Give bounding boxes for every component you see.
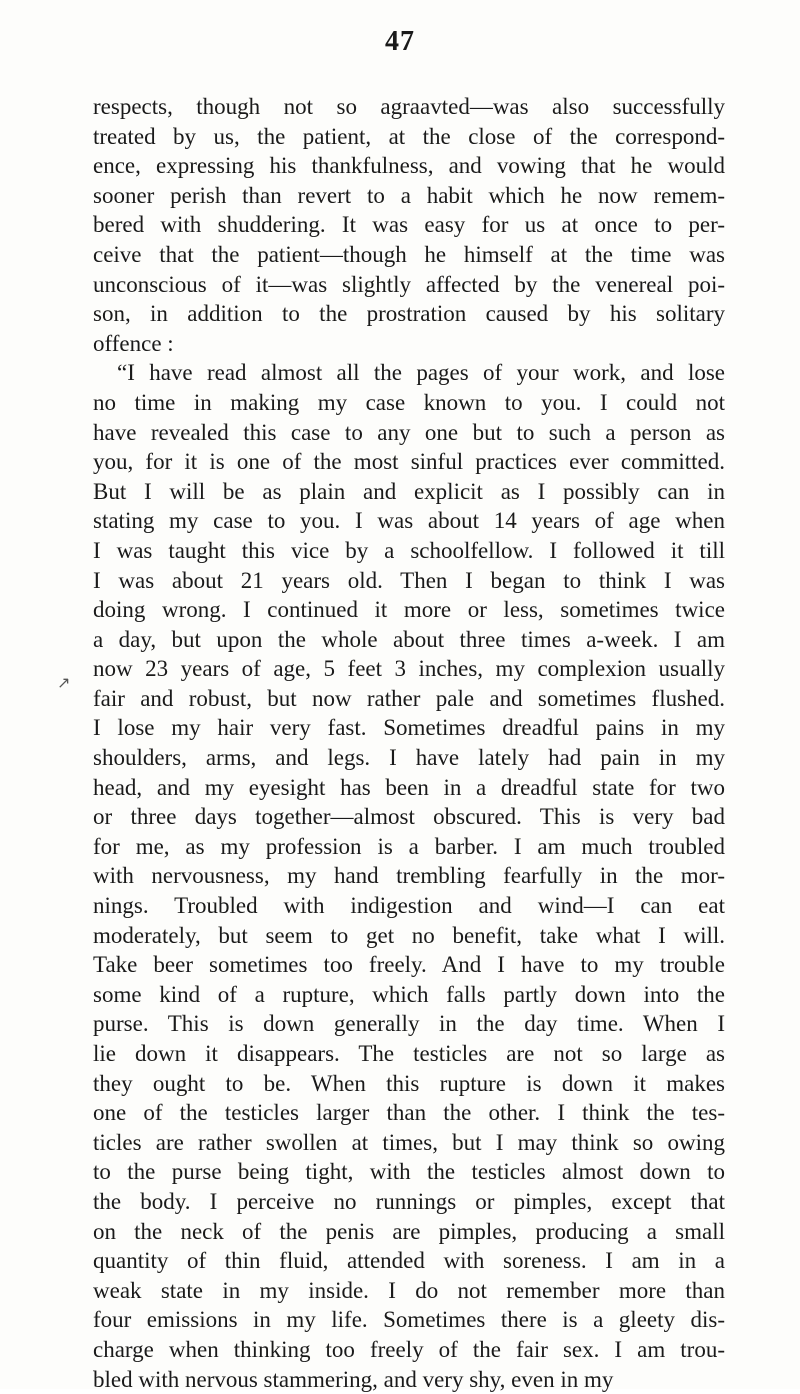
text-line: purse. This is down generally in the day time. When I bbox=[93, 1011, 725, 1037]
text-line: on the neck of the penis are pimples, producing a small bbox=[93, 1218, 725, 1244]
text-line: Take beer sometimes too freely. And I have to my trouble bbox=[93, 952, 725, 978]
text-line: ticles are rather swollen at times, but I may think so owing bbox=[93, 1129, 725, 1155]
text-line: treated by us, the patient, at the close of the correspond- bbox=[93, 123, 725, 149]
text-line: doing wrong. I continued it more or less, sometimes twice bbox=[93, 597, 725, 623]
text-line: nings. Troubled with indigestion and wind—I can eat bbox=[93, 893, 725, 919]
text-line: with nervousness, my hand trembling fearfully in the mor- bbox=[93, 863, 725, 889]
text-line: lie down it disappears. The testicles are not so large as bbox=[93, 1041, 725, 1066]
text-line: unconscious of it—was slightly affected by the venereal poi- bbox=[93, 271, 725, 297]
text-line: I was taught this vice by a schoolfellow. I followed it till bbox=[93, 537, 725, 563]
text-line: “I have read almost all the pages of your work, and lose bbox=[117, 360, 725, 386]
body-text bbox=[93, 92, 725, 1394]
text-line: I was about 21 years old. Then I began to think I was bbox=[93, 567, 725, 593]
text-line: shoulders, arms, and legs. I have lately had pain in my bbox=[93, 745, 725, 771]
text-line: you, for it is one of the most sinful practices ever committed. bbox=[93, 449, 725, 475]
text-line: have revealed this case to any one but to such a person as bbox=[93, 419, 725, 445]
text-line: they ought to be. When this rupture is down it makes bbox=[93, 1070, 725, 1096]
text-line: now 23 years of age, 5 feet 3 inches, my complexion usually bbox=[93, 656, 725, 682]
text-line: no time in making my case known to you. I could not bbox=[93, 389, 725, 415]
text-line: for me, as my profession is a barber. I am much troubled bbox=[93, 833, 725, 859]
text-line: fair and robust, but now rather pale and sometimes flushed. bbox=[93, 685, 725, 711]
text-line: respects, though not so agraavted—was also successfully bbox=[93, 94, 725, 119]
text-line: head, and my eyesight has been in a dreadful state for two bbox=[93, 774, 725, 800]
text-line: offence : bbox=[93, 330, 174, 356]
text-line: or three days together—almost obscured. This is very bad bbox=[93, 804, 725, 830]
text-line: But I will be as plain and explicit as I possibly can in bbox=[93, 478, 725, 504]
text-line: bled with nervous stammering, and very shy, even in my bbox=[93, 1366, 614, 1392]
text-line: a day, but upon the whole about three times a-week. I am bbox=[93, 626, 725, 652]
text-line: moderately, but seem to get no benefit, take what I will. bbox=[93, 922, 725, 948]
text-line: son, in addition to the prostration caused by his solitary bbox=[93, 301, 725, 327]
margin-mark: ↗ bbox=[57, 673, 71, 692]
text-line: one of the testicles larger than the other. I think the tes- bbox=[93, 1100, 725, 1126]
text-line: ence, expressing his thankfulness, and vowing that he would bbox=[93, 153, 725, 179]
page-number: 47 bbox=[385, 26, 415, 57]
text-line: four emissions in my life. Sometimes there is a gleety dis- bbox=[93, 1307, 725, 1333]
text-line: ceive that the patient—though he himself at the time was bbox=[93, 241, 725, 267]
text-line: I lose my hair very fast. Sometimes dreadful pains in my bbox=[93, 715, 725, 741]
text-line: weak state in my inside. I do not remember more than bbox=[93, 1277, 725, 1303]
text-line: bered with shuddering. It was easy for us at once to per- bbox=[93, 212, 725, 238]
text-line: to the purse being tight, with the testicles almost down to bbox=[93, 1159, 725, 1185]
text-line: stating my case to you. I was about 14 years of age when bbox=[93, 508, 725, 534]
text-line: the body. I perceive no runnings or pimples, except that bbox=[93, 1188, 725, 1214]
text-line: charge when thinking too freely of the fair sex. I am trou- bbox=[93, 1336, 725, 1362]
text-line: sooner perish than revert to a habit which he now remem- bbox=[93, 182, 725, 208]
text-line: some kind of a rupture, which falls partly down into the bbox=[93, 981, 725, 1007]
text-line: quantity of thin fluid, attended with soreness. I am in a bbox=[93, 1248, 725, 1274]
